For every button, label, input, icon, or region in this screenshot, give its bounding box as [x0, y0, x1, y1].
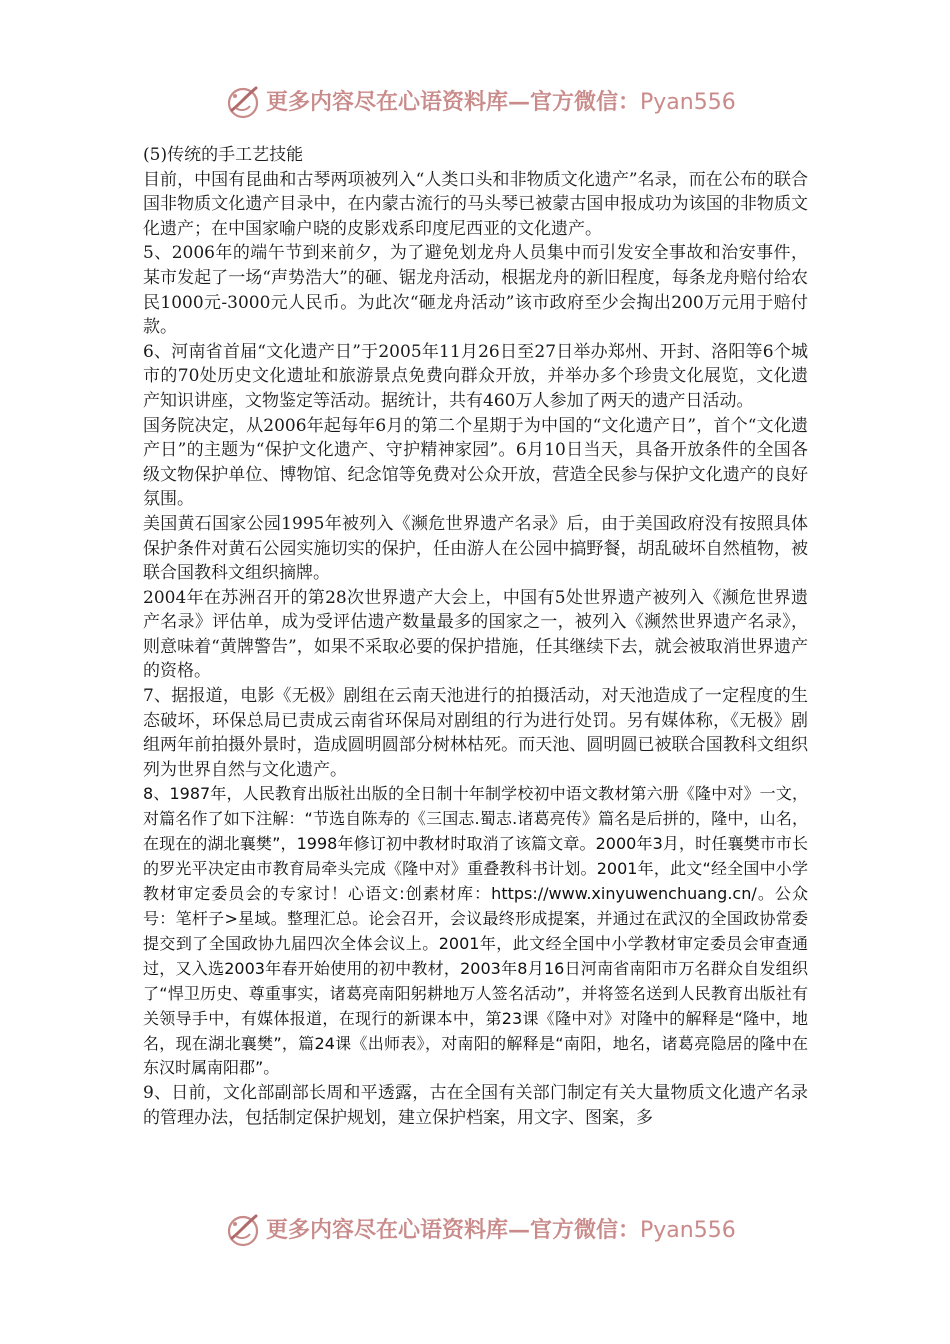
paragraph-item-5-dragon-boat: 5、2006年的端午节到来前夕，为了避免划龙舟人员集中而引发安全事故和治安事件，某市发起了一场“声势浩大”的砸、锯龙舟活动，根据龙舟的新旧程度，每条龙舟赔付给农民1000元-3000元人民币。为此次“砸龙舟活动”该市政府至少会掏出200万元用于赔付款。	[143, 243, 808, 338]
document-body	[143, 143, 808, 1131]
header-wechat-id: Pyan556	[640, 90, 736, 115]
paragraph-item-9-culture-ministry: 9、日前，文化部副部长周和平透露，古在全国有关部门制定有关大量物质文化遗产名录的管理办法，包括制定保护规划，建立保护档案，用文字、图案，多	[143, 1083, 808, 1128]
paragraph-item-7-wuji: 7、据报道，电影《无极》剧组在云南天池进行的拍摄活动，对天池造成了一定程度的生态破坏，环保总局已责成云南省环保局对剧组的行为进行处罚。另有媒体称，《无极》剧组两年前拍摄外景时，造成圆明圆部分树林枯死。而天池、圆明圆已被联合国教科文组织列为世界自然与文化遗产。	[143, 686, 808, 780]
paragraph-item-8-longzhong: 8、1987年，人民教育出版社出版的全日制十年制学校初中语文教材第六册《隆中对》一文，对篇名作了如下注解：“节选自陈寿的《三国志.蜀志.诸葛亮传》篇名是后拼的，隆中，山名，在现在的湖北襄樊”，1998年修订初中教材时取消了该篇文章。2000年3月，时任襄樊市市长的罗光平决定由市教育局牵头完成《隆中对》重叠教科书计划。2001年，此文“经全国中小学教材审定委员会的专家讨！心语文:创素材库：https://www.xinyuwenchuang.cn/。公众号：笔杆子>星域。整理汇总。论会召开，会议最终形成提案，并通过在武汉的全国政协常委提交到了全国政协九届四次全体会议上。2001年，此文经全国中小学教材审定委员会审查通过，又入选2003年春开始使用的初中教材，2003年8月16日河南省南阳市万名群众自发组织了“悍卫历史、尊重事实，诸葛亮南阳躬耕地万人签名活动”，并将签名送到人民教育出版社有关领导手中，有媒体报道，在现行的新课本中，第23课《隆中对》对隆中的解释是“隆中，地名，现在湖北襄樊”，篇24课《出师表》，对南阳的解释是“南阳，地名，诸葛亮隐居的隆中在东汉时属南阳郡”。	[143, 784, 808, 1078]
footer-banner-label: 更多内容尽在心语资料库—官方微信：	[266, 1217, 641, 1243]
paragraph-item-6-heritage-day: 6、河南省首届“文化遗产日”于2005年11月26日至27日举办郑州、开封、洛阳等6个城市的70处历史文化遗址和旅游景点免费向群众开放，并举办多个珍贵文化展览，文化遗产知识讲座，文物鉴定等活动。据统计，共有460万人参加了两天的遗产日活动。	[143, 341, 808, 411]
paragraph-yellowstone: 美国黄石国家公园1995年被列入《濒危世界遗产名录》后，由于美国政府没有按照具体保护条件对黄石公园实施切实的保护，任由游人在公园中搞野餐，胡乱破坏自然植物，被联合国教科文组织摘牌。	[143, 513, 808, 584]
pen-signature-logo-icon	[226, 1212, 262, 1248]
header-banner-label: 更多内容尽在心语资料库—官方微信：	[266, 89, 641, 115]
footer-banner	[0, 1210, 950, 1250]
pen-signature-logo-icon	[226, 84, 262, 120]
footer-wechat-id: Pyan556	[640, 1218, 736, 1243]
paragraph-heading-crafts: (5)传统的手工艺技能	[143, 145, 304, 165]
paragraph-state-council: 国务院决定，从2006年起每年6月的第二个星期于为中国的“文化遗产日”，首个“文化遗产日”的主题为“保护文化遗产、守护精神家园”。6月10日当天，具备开放条件的全国各级文物保护单位、博物馆、纪念馆等免费对公众开放，营造全民参与保护文化遗产的良好氛围。	[143, 415, 808, 510]
header-banner-text	[266, 86, 736, 118]
paragraph-kunqu-guqin: 目前，中国有昆曲和古琴两项被列入“人类口头和非物质文化遗产”名录，而在公布的联合国非物质文化遗产目录中，在内蒙古流行的马头琴已被蒙古国申报成功为该国的非物质文化遗产；在中国家喻户晓的皮影戏系印度尼西亚的文化遗产。	[143, 169, 808, 239]
header-banner	[0, 82, 950, 122]
footer-banner-text	[266, 1214, 736, 1246]
paragraph-2004-conference: 2004年在苏洲召开的第28次世界遗产大会上，中国有5处世界遗产被列入《濒危世界遗产名录》评估单，成为受评估遗产数量最多的国家之一，被列入《濒然世界遗产名录》，则意味着“黄牌警告”，如果不采取必要的保护措施，任其继续下去，就会被取消世界遗产的资格。	[143, 587, 808, 682]
